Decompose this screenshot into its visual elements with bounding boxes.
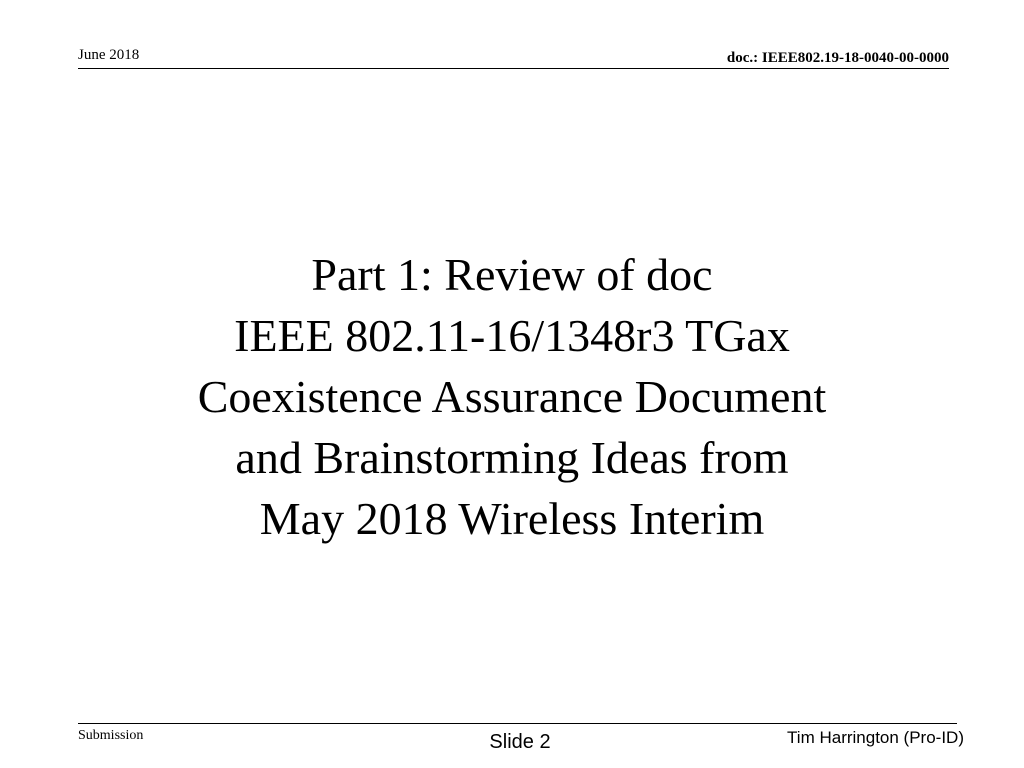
title-line: May 2018 Wireless Interim [259,493,765,544]
slide-title [120,244,904,549]
footer-divider [78,723,957,724]
title-line: Part 1: Review of doc [311,249,713,300]
title-line: and Brainstorming Ideas from [235,432,789,483]
footer-submission-label: Submission [78,728,144,743]
slide-number: Slide 2 [489,731,551,753]
header-date: June 2018 [78,47,140,63]
footer-author: Tim Harrington (Pro-ID) [787,728,964,747]
title-line: Coexistence Assurance Document [197,371,827,422]
title-line: IEEE 802.11-16/1348r3 TGax [234,310,790,361]
header-document-id: doc.: IEEE802.19-18-0040-00-0000 [726,50,949,66]
header-divider [78,68,949,69]
